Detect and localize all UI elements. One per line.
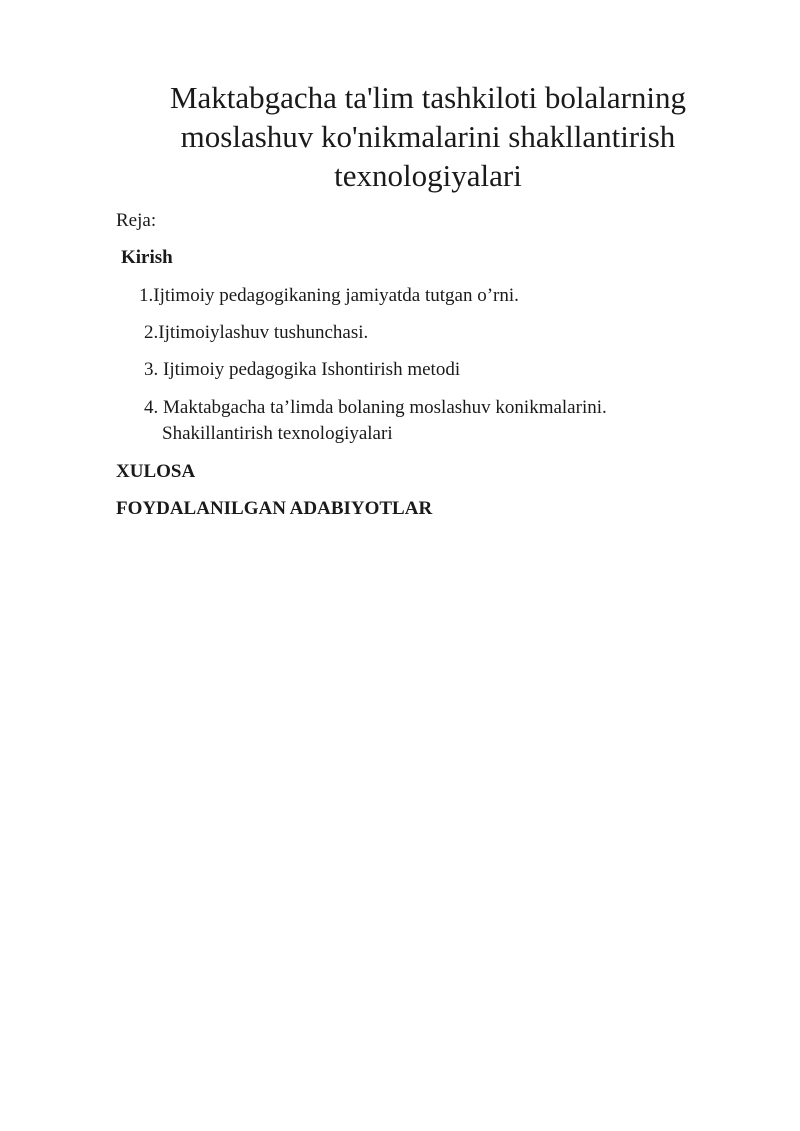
plan-item-1: 1.Ijtimoiy pedagogikaning jamiyatda tutgan o’rni. [139, 285, 519, 306]
title-line-3: texnologiyalari [334, 158, 522, 193]
intro-heading: Kirish [121, 247, 173, 268]
references-heading: FOYDALANILGAN ADABIYOTLAR [116, 498, 433, 519]
document-title [148, 78, 708, 195]
conclusion-heading: XULOSA [116, 461, 196, 482]
plan-item-2: 2.Ijtimoiylashuv tushunchasi. [144, 322, 369, 343]
title-line-2: moslashuv ko'nikmalarini shakllantirish [180, 119, 676, 154]
title-line-1: Maktabgacha ta'lim tashkiloti bolalarning [169, 80, 687, 115]
plan-item-4: 4. Maktabgacha ta’limda bolaning moslashuv konikmalarini. [144, 397, 607, 418]
plan-item-3: 3. Ijtimoiy pedagogika Ishontirish metodi [144, 359, 461, 380]
plan-item-4-continuation: Shakillantirish texnologiyalari [162, 423, 393, 444]
plan-label: Reja: [116, 210, 157, 231]
